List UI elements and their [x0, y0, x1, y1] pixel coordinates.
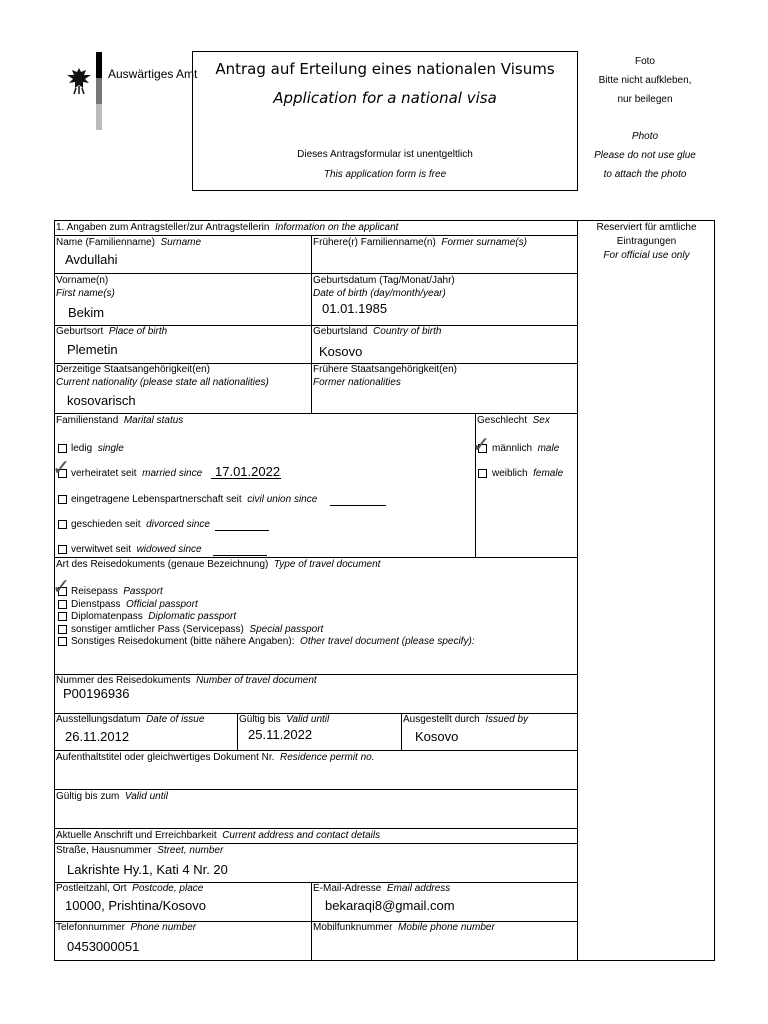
photo-note-1: Foto — [634, 56, 655, 67]
issue-date-field[interactable]: 26.11.2012 — [65, 729, 130, 744]
divorced-date-field[interactable] — [215, 530, 269, 531]
valid-until-field[interactable]: 25.11.2022 — [248, 727, 313, 742]
diplomatic-passport-label: Diplomatenpass Diplomatic passport — [71, 611, 237, 622]
form-title-de: Antrag auf Erteilung eines nationalen Visums — [215, 60, 555, 78]
dob-label-en: Date of birth (day/month/year) — [313, 288, 446, 299]
marital-status-label: Familienstand Marital status — [56, 415, 184, 426]
surname-label: Name (Familienname) Surname — [56, 237, 202, 248]
first-name-field[interactable]: Bekim — [68, 305, 105, 320]
cob-label: Geburtsland Country of birth — [313, 326, 442, 337]
street-label: Straße, Hausnummer Street, number — [56, 845, 224, 856]
civil-union-checkbox[interactable] — [58, 495, 67, 504]
section-applicant-heading: 1. Angaben zum Antragsteller/zur Antragstellerin Information on the applicant — [56, 222, 399, 233]
valid-until-label: Gültig bis Valid until — [239, 714, 330, 725]
photo-note-3: nur beilegen — [617, 94, 673, 105]
photo-note-en-2: Please do not use glue — [594, 150, 696, 161]
checkmark-icon: ✓ — [52, 575, 71, 600]
dob-field[interactable]: 01.01.1985 — [322, 301, 388, 316]
photo-note-en-3: to attach the photo — [603, 169, 687, 180]
form-title-en: Application for a national visa — [273, 89, 497, 107]
female-checkbox[interactable] — [478, 469, 487, 478]
former-surname-label: Frühere(r) Familienname(n) Former surname(s) — [313, 237, 527, 248]
email-field[interactable]: bekaraqi8@gmail.com — [325, 898, 455, 913]
diplomatic-passport-checkbox[interactable] — [58, 612, 67, 621]
free-note-de: Dieses Antragsformular ist unentgeltlich — [297, 149, 473, 160]
cob-field[interactable]: Kosovo — [319, 344, 363, 359]
phone-label: Telefonnummer Phone number — [56, 922, 197, 933]
civil-union-date-field[interactable] — [330, 505, 386, 506]
nationality-label-de: Derzeitige Staatsangehörigkeit(en) — [56, 364, 210, 375]
doc-number-field[interactable]: P00196936 — [63, 686, 130, 701]
postcode-field[interactable]: 10000, Prishtina/Kosovo — [65, 898, 206, 913]
first-name-label-en: First name(s) — [56, 288, 115, 299]
male-label: männlich male — [492, 443, 560, 454]
travel-doc-type-label: Art des Reisedokuments (genaue Bezeichnung) Type of travel document — [56, 559, 381, 570]
mobile-label: Mobilfunknummer Mobile phone number — [313, 922, 495, 933]
photo-note-2: Bitte nicht aufkleben, — [598, 75, 692, 86]
special-passport-label: sonstiger amtlicher Pass (Servicepass) Special passport — [71, 624, 324, 635]
checkmark-icon: ✓ — [472, 433, 491, 458]
official-passport-checkbox[interactable] — [58, 600, 67, 609]
doc-number-label: Nummer des Reisedokuments Number of travel document — [56, 675, 317, 686]
civil-union-label: eingetragene Lebenspartnerschaft seit civil union since — [71, 494, 318, 505]
first-name-label-de: Vorname(n) — [56, 275, 109, 286]
other-document-checkbox[interactable] — [58, 637, 67, 646]
street-field[interactable]: Lakrishte Hy.1, Kati 4 Nr. 20 — [67, 862, 228, 877]
phone-field[interactable]: 0453000051 — [67, 939, 140, 954]
single-label: ledig single — [71, 443, 124, 454]
sex-label: Geschlecht Sex — [477, 415, 550, 426]
surname-field[interactable]: Avdullahi — [65, 252, 118, 267]
pob-field[interactable]: Plemetin — [67, 342, 118, 357]
other-document-label: Sonstiges Reisedokument (bitte nähere Angaben): Other travel document (please specify): — [71, 636, 475, 647]
official-use-3: For official use only — [603, 250, 690, 261]
married-since-field[interactable]: 17.01.2022 — [215, 464, 281, 479]
issued-by-field[interactable]: Kosovo — [415, 729, 459, 744]
photo-note-en-1: Photo — [631, 131, 659, 142]
divorced-checkbox[interactable] — [58, 520, 67, 529]
eagle-emblem-icon — [66, 66, 92, 96]
flag-bar — [96, 52, 102, 130]
former-nationality-label-de: Frühere Staatsangehörigkeit(en) — [313, 364, 457, 375]
residence-valid-label: Gültig bis zum Valid until — [56, 791, 168, 802]
issue-date-label: Ausstellungsdatum Date of issue — [56, 714, 205, 725]
checkmark-icon: ✓ — [52, 456, 71, 481]
issued-by-label: Ausgestellt durch Issued by — [403, 714, 529, 725]
email-label: E-Mail-Adresse Email address — [313, 883, 451, 894]
address-section-heading: Aktuelle Anschrift und Erreichbarkeit Current address and contact details — [56, 830, 381, 841]
official-passport-label: Dienstpass Official passport — [71, 599, 198, 610]
residence-permit-label: Aufenthaltstitel oder gleichwertiges Dokument Nr. Residence permit no. — [56, 752, 375, 763]
widowed-date-field[interactable] — [213, 555, 267, 556]
pob-label: Geburtsort Place of birth — [56, 326, 168, 337]
passport-label: Reisepass Passport — [71, 586, 163, 597]
ministry-name: Auswärtiges Amt — [108, 67, 198, 81]
female-label: weiblich female — [492, 468, 564, 479]
postcode-label: Postleitzahl, Ort Postcode, place — [56, 883, 204, 894]
official-use-1: Reserviert für amtliche — [596, 222, 697, 233]
nationality-field[interactable]: kosovarisch — [67, 393, 136, 408]
dob-label-de: Geburtsdatum (Tag/Monat/Jahr) — [313, 275, 455, 286]
widowed-label: verwitwet seit widowed since — [71, 544, 202, 555]
single-checkbox[interactable] — [58, 444, 67, 453]
divorced-label: geschieden seit divorced since — [71, 519, 210, 530]
free-note-en: This application form is free — [323, 169, 447, 180]
widowed-checkbox[interactable] — [58, 545, 67, 554]
former-nationality-label-en: Former nationalities — [313, 377, 401, 388]
nationality-label-en: Current nationality (please state all nationalities) — [56, 377, 269, 388]
official-use-2: Eintragungen — [616, 236, 677, 247]
married-label: verheiratet seit married since — [71, 468, 203, 479]
special-passport-checkbox[interactable] — [58, 625, 67, 634]
